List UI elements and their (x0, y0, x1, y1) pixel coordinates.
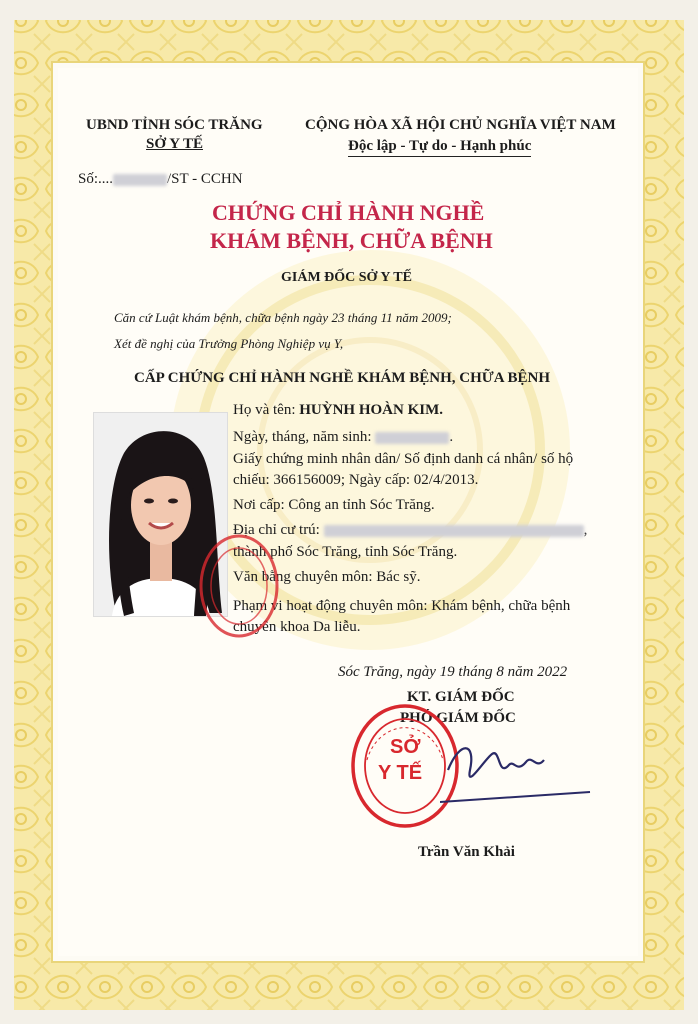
id-line2: chiếu: 366156009; Ngày cấp: 02/4/2013. (233, 472, 479, 488)
dob-end: . (449, 429, 454, 445)
stamp-text-1: SỞ (390, 736, 421, 758)
sign-title1: KT. GIÁM ĐỐC (407, 689, 515, 705)
sign-title2: PHÓ GIÁM ĐỐC (400, 710, 516, 726)
handwritten-signature (440, 730, 600, 810)
name-row (233, 402, 443, 419)
issuer-title: GIÁM ĐỐC SỞ Y TẾ (281, 270, 412, 285)
title-line1: CHỨNG CHỈ HÀNH NGHỀ (212, 200, 485, 225)
signer-name: Trần Văn Khải (418, 844, 515, 860)
legal-basis-2: Xét đề nghị của Trưởng Phòng Nghiệp vụ Y, (114, 336, 344, 351)
degree-line: Văn bằng chuyên môn: Bác sỹ. (233, 569, 421, 585)
certificate-number (78, 171, 243, 188)
name-value: HUỲNH HOÀN KIM. (299, 402, 443, 418)
number-suffix: /ST - CCHN (167, 171, 243, 187)
address-line2: thành phố Sóc Trăng, tỉnh Sóc Trăng. (233, 544, 458, 560)
address-row (233, 522, 587, 539)
scope-line2: chuyên khoa Da liễu. (233, 619, 361, 635)
title-line2: KHÁM BỆNH, CHỮA BỆNH (210, 228, 493, 253)
dob-label: Ngày, tháng, năm sinh: (233, 429, 372, 445)
place-date: Sóc Trăng, ngày 19 tháng 8 năm 2022 (338, 664, 568, 680)
department-line: SỞ Y TẾ (146, 136, 203, 152)
motto-line: Độc lập - Tự do - Hạnh phúc (348, 138, 531, 157)
redacted-dob (375, 432, 449, 444)
photo-stamp (196, 530, 282, 642)
legal-basis-1: Căn cứ Luật khám bệnh, chữa bệnh ngày 23 tháng 11 năm 2009; (114, 310, 452, 325)
redacted-address (324, 525, 584, 537)
scope-line1: Phạm vi hoạt động chuyên môn: Khám bệnh, chữa bệnh (233, 598, 571, 614)
dob-row (233, 429, 453, 446)
id-line1: Giấy chứng minh nhân dân/ Số định danh cá nhân/ số hộ (233, 451, 574, 467)
redacted-number (113, 174, 167, 186)
issued-place: Nơi cấp: Công an tỉnh Sóc Trăng. (233, 497, 435, 513)
name-label: Họ và tên: (233, 402, 296, 418)
address-label: Địa chỉ cư trú: (233, 522, 320, 538)
number-prefix: Số:.... (78, 171, 114, 187)
grant-heading: CẤP CHỨNG CHỈ HÀNH NGHỀ KHÁM BỆNH, CHỮA BỆNH (134, 370, 550, 386)
address-end: , (583, 522, 588, 538)
stamp-text-2: Y TẾ (378, 762, 423, 784)
nation-line: CỘNG HÒA XÃ HỘI CHỦ NGHĨA VIỆT NAM (305, 117, 616, 133)
authority-line: UBND TỈNH SÓC TRĂNG (86, 117, 263, 133)
